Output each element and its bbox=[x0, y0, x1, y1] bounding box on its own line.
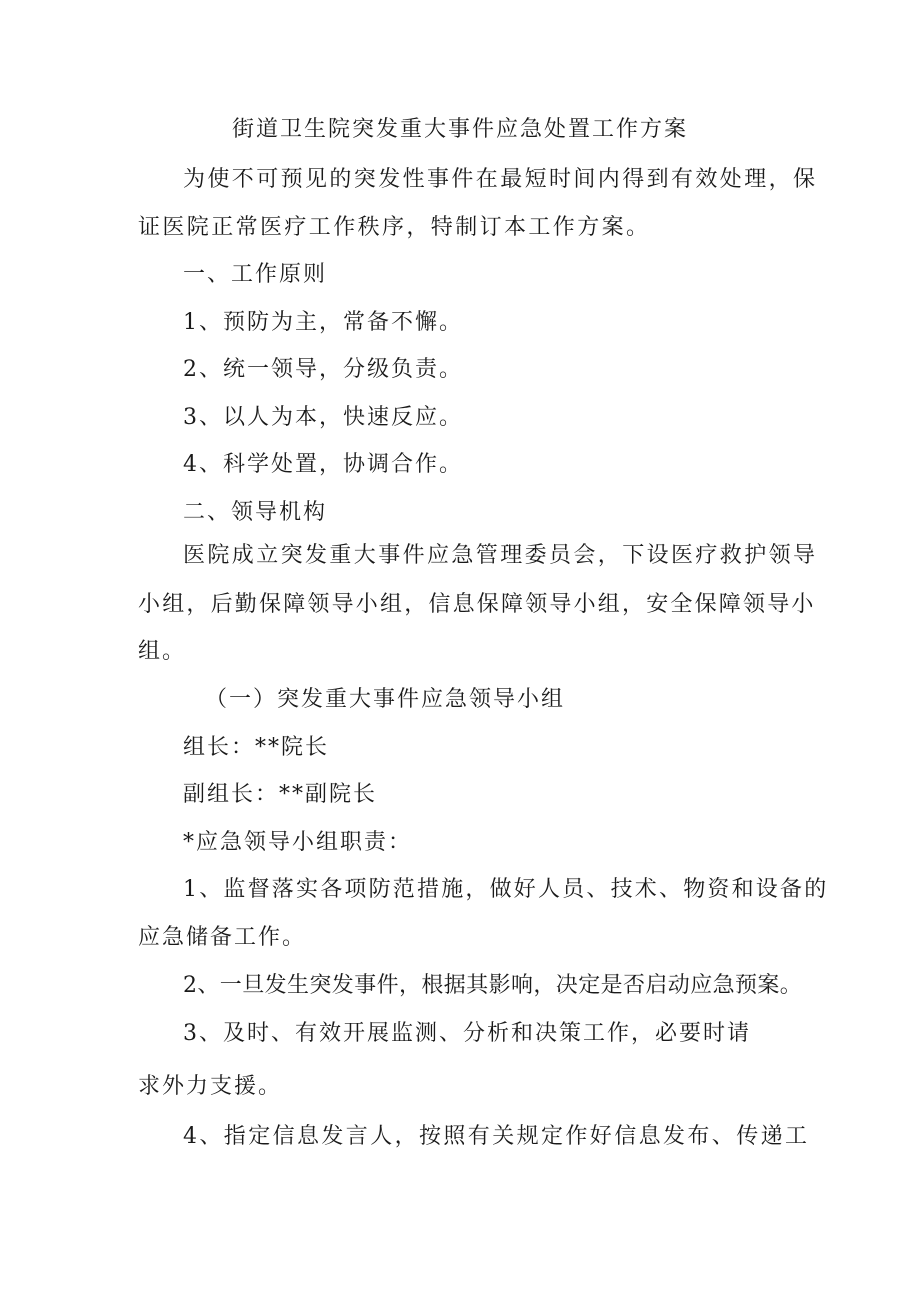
section-heading-work-principles: 一、工作原则 bbox=[183, 262, 328, 287]
deputy-group-leader: 副组长：**副院长 bbox=[183, 782, 378, 807]
duty-3-line-2: 求外力支援。 bbox=[138, 1074, 283, 1099]
duty-1-line-1: 1、监督落实各项防范措施，做好人员、技术、物资和设备的 bbox=[183, 877, 829, 902]
subsection-heading-emergency-group: （一）突发重大事件应急领导小组 bbox=[205, 687, 566, 712]
group-leader: 组长：**院长 bbox=[183, 735, 330, 760]
principle-item-2: 2、统一领导，分级负责。 bbox=[183, 357, 463, 382]
principle-item-3: 3、以人为本，快速反应。 bbox=[183, 405, 463, 430]
section-heading-leadership: 二、领导机构 bbox=[183, 500, 328, 525]
intro-paragraph-line-1: 为使不可预见的突发性事件在最短时间内得到有效处理，保 bbox=[183, 167, 818, 192]
org-paragraph-line-2: 小组，后勤保障领导小组，信息保障领导小组，安全保障领导小 bbox=[138, 592, 816, 617]
duty-4-line-1: 4、指定信息发言人，按照有关规定作好信息发布、传递工 bbox=[183, 1124, 810, 1149]
principle-item-4: 4、科学处置，协调合作。 bbox=[183, 452, 463, 477]
org-paragraph-line-1: 医院成立突发重大事件应急管理委员会，下设医疗救护领导 bbox=[183, 543, 818, 568]
org-paragraph-line-3: 组。 bbox=[138, 639, 187, 664]
principle-item-1: 1、预防为主，常备不懈。 bbox=[183, 310, 463, 335]
duties-heading: *应急领导小组职责： bbox=[183, 830, 413, 855]
duty-1-line-2: 应急储备工作。 bbox=[138, 925, 307, 950]
duty-3-line-1: 3、及时、有效开展监测、分析和决策工作，必要时请 bbox=[183, 1021, 751, 1046]
duty-2: 2、一旦发生突发事件，根据其影响，决定是否启动应急预案。 bbox=[183, 973, 803, 998]
intro-paragraph-line-2: 证医院正常医疗工作秩序，特制订本工作方案。 bbox=[138, 215, 651, 240]
document-title: 街道卫生院突发重大事件应急处置工作方案 bbox=[231, 117, 688, 142]
